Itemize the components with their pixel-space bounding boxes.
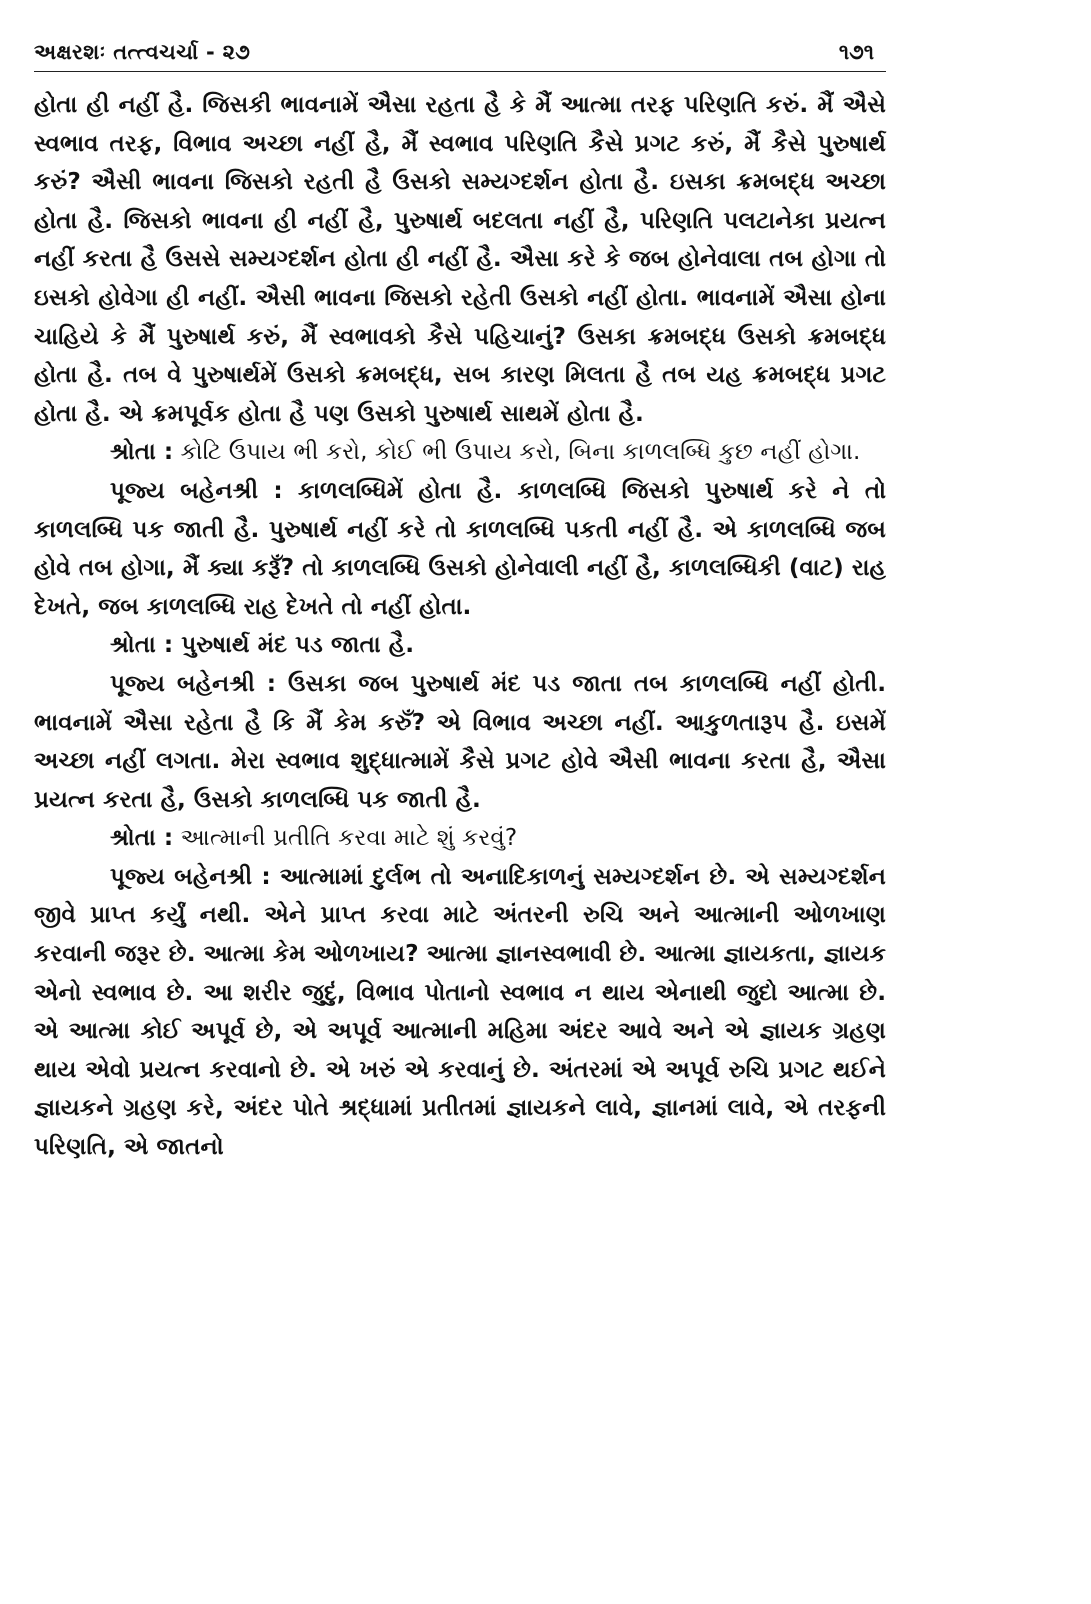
paragraph-text: ઉસકા જબ પુરુષાર્થ મંદ પડ જાતા તબ કાળલબ્ધિ નહીં હોતી. ભાવનામેં ઐસા રહેતા હૈ કિ મૈં કેમ કરુઁ? એ વિભાવ અચ્છા નહીં. આકુળતારૂપ હૈ. ઇસમેં અચ્છા નહીં લગતા. મેરા સ્વભાવ શુદ્ધાત્મામેં કૈસે પ્રગટ હોવે ઐસી ભાવના કરતા હૈ, ઐસા પ્રયત્ન કરતા હૈ, ઉસકો કાળલબ્ધિ પક જાતી હૈ. [34, 669, 887, 813]
paragraph-5 [34, 665, 886, 819]
body-text [34, 86, 886, 1167]
speaker-label: પૂજ્ય બહેનશ્રી : [110, 476, 283, 504]
page-number: ૧૭૧ [838, 40, 874, 64]
speaker-label: પૂજ્ય બહેનશ્રી : [110, 862, 271, 890]
speaker-label: પૂજ્ય બહેનશ્રી : [110, 669, 277, 697]
paragraph-text: પુરુષાર્થ મંદ પડ જાતા હૈ. [181, 631, 415, 659]
running-header [34, 40, 886, 72]
paragraph-text: કોટિ ઉપાય ભી કરો, કોઈ ભી ઉપાય કરો, બિના કાળલબ્ધિ કુછ નહીં હોગા. [180, 438, 861, 466]
paragraph-text: કાળલબ્ધિમેં હોતા હૈ. કાળલબ્ધિ જિસકો પુરુષાર્થ કરે ને તો કાળલબ્ધિ પક જાતી હૈ. પુરુષાર્થ નહીં કરે તો કાળલબ્ધિ પકતી નહીં હૈ. એ કાળલબ્ધિ જબ હોવે તબ હોગા, મૈં ક્યા કરૂઁ? તો કાળલબ્ધિ ઉસકો હોનેવાલી નહીં હૈ, કાળલબ્ધિકી (વાટ) રાહ દેખતે, જબ કાળલબ્ધિ રાહ દેખતે તો નહીં હોતા. [34, 476, 886, 620]
speaker-label: શ્રોતા : [110, 438, 174, 466]
paragraph-text: આત્માની પ્રતીતિ કરવા માટે શું કરવું? [180, 824, 518, 852]
paragraph-4 [34, 626, 886, 665]
paragraph-text: હોતા હી નહીં હૈ. જિસકી ભાવનામેં ઐસા રહતા હૈ કે મૈં આત્મા તરફ પરિણતિ કરું. મૈં ઐસે સ્વભાવ તરફ, વિભાવ અચ્છા નહીં હૈ, મૈં સ્વભાવ પરિણતિ કૈસે પ્રગટ કરું, મૈં કૈસે પુરુષાર્થ કરું? ઐસી ભાવના જિસકો રહતી હૈ ઉસકો સમ્યગ્દર્શન હોતા હૈ. ઇસકા ક્રમબદ્ધ અચ્છા હોતા હૈ. જિસકો ભાવના હી નહીં હૈ, પુરુષાર્થ બદલતા નહીં હૈ, પરિણતિ પલટાનેકા પ્રયત્ન નહીં કરતા હૈ ઉસસે સમ્યગ્દર્શન હોતા હી નહીં હૈ. ઐસા કરે કે જબ હોનેવાલા તબ હોગા તો ઇસકો હોવેગા હી નહીં. ઐસી ભાવના જિસકો રહેતી ઉસકો નહીં હોતા. ભાવનામેં ઐસા હોના ચાહિયે કે મૈં પુરુષાર્થ કરું, મૈં સ્વભાવકો કૈસે પહિચાનું? ઉસકા ક્રમબદ્ધ ઉસકો ક્રમબદ્ધ હોતા હૈ. તબ વે પુરુષાર્થમેં ઉસકો ક્રમબદ્ધ, સબ કારણ મિલતા હૈ તબ યહ ક્રમબદ્ધ પ્રગટ હોતા હૈ. એ ક્રમપૂર્વક હોતા હૈ પણ ઉસકો પુરુષાર્થ સાથમેં હોતા હૈ. [34, 91, 886, 427]
paragraph-2 [34, 433, 886, 472]
header-title: અક્ષરશઃ તત્ત્વચર્ચા - ૨૭ [34, 40, 251, 64]
paragraph-6 [34, 819, 886, 858]
paragraph-1 [34, 86, 886, 433]
book-page [34, 40, 886, 1167]
speaker-label: શ્રોતા : [110, 631, 174, 659]
paragraph-3 [34, 472, 886, 626]
speaker-label: શ્રોતા : [110, 824, 174, 852]
paragraph-text: આત્મામાં દુર્લભ તો અનાદિકાળનું સમ્યગ્દર્શન છે. એ સમ્યગ્દર્શન જીવે પ્રાપ્ત કર્યું નથી. એને પ્રાપ્ત કરવા માટે અંતરની રુચિ અને આત્માની ઓળખાણ કરવાની જરૂર છે. આત્મા કેમ ઓળખાય? આત્મા જ્ઞાનસ્વભાવી છે. આત્મા જ્ઞાયકતા, જ્ઞાયક એનો સ્વભાવ છે. આ શરીર જુદું, વિભાવ પોતાનો સ્વભાવ ન થાય એનાથી જુદો આત્મા છે. એ આત્મા કોઈ અપૂર્વ છે, એ અપૂર્વ આત્માની મહિમા અંદર આવે અને એ જ્ઞાયક ગ્રહણ થાય એવો પ્રયત્ન કરવાનો છે. એ ખરું એ કરવાનું છે. અંતરમાં એ અપૂર્વ રુચિ પ્રગટ થઈને જ્ઞાયકને ગ્રહણ કરે, અંદર પોતે શ્રદ્ધામાં પ્રતીતમાં જ્ઞાયકને લાવે, જ્ઞાનમાં લાવે, એ તરફની પરિણતિ, એ જાતનો [34, 862, 887, 1161]
paragraph-7 [34, 858, 886, 1167]
